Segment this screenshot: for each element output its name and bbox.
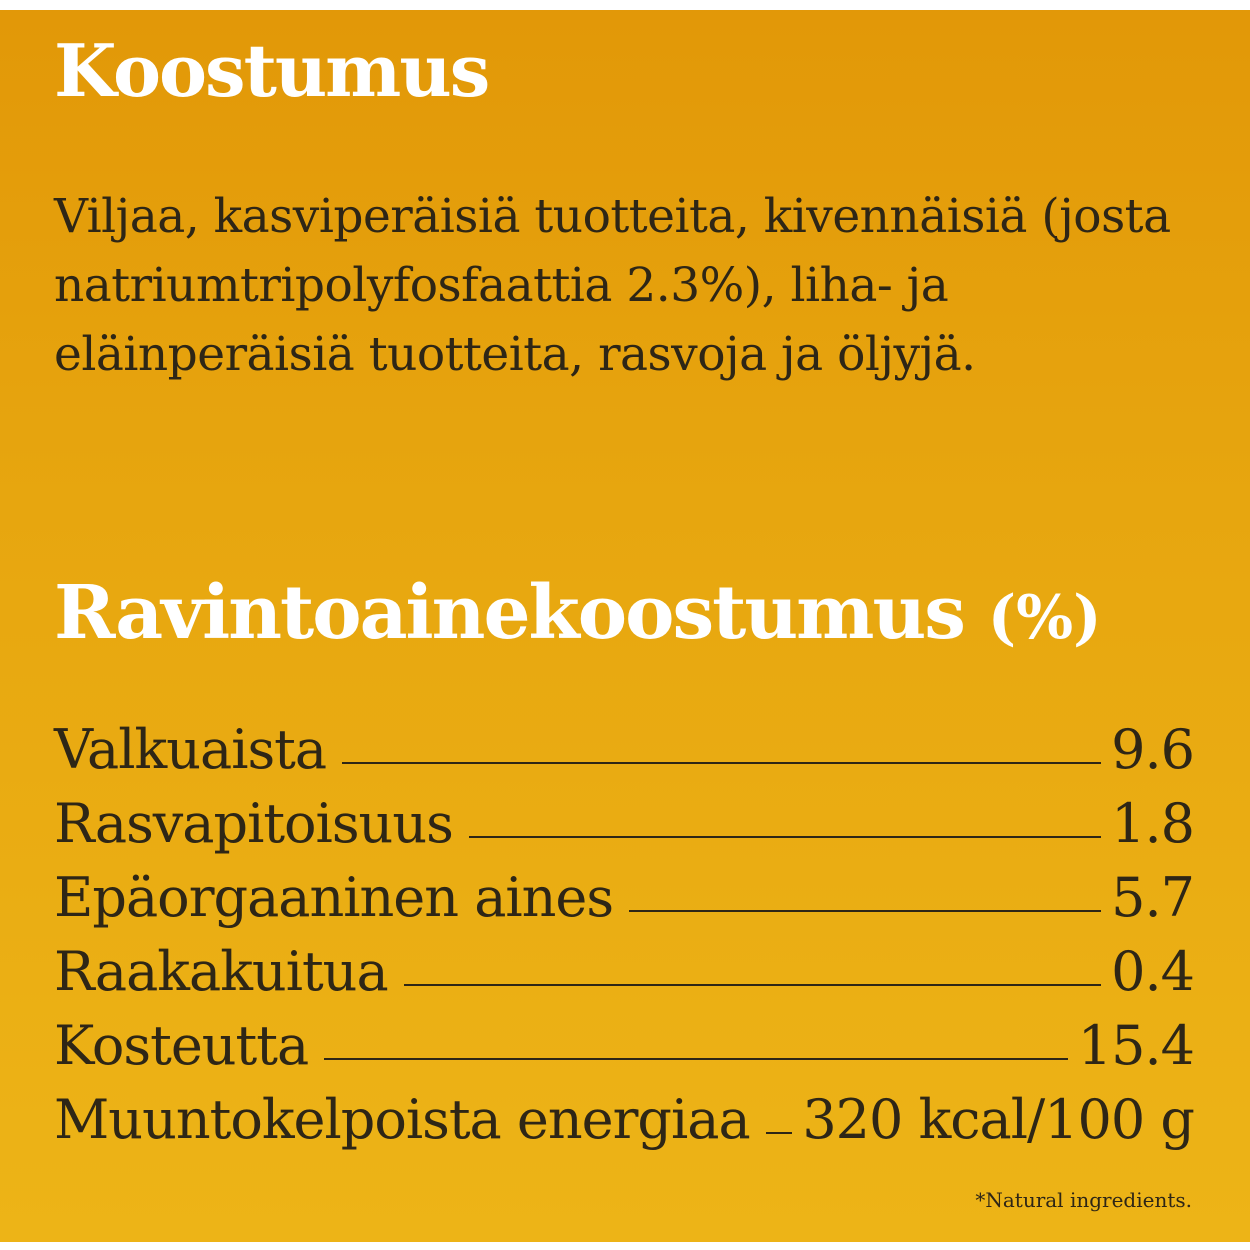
nutrient-row-moisture	[54, 1014, 1194, 1088]
nutrition-title	[54, 570, 1102, 656]
nutrition-unit: (%)	[987, 583, 1102, 653]
leader-line	[404, 982, 1101, 986]
nutrient-value: 0.4	[1111, 940, 1194, 1003]
leader-line	[342, 760, 1101, 764]
nutrient-list	[54, 718, 1194, 1162]
nutrient-row-energy	[54, 1088, 1194, 1162]
nutrient-row-ash	[54, 866, 1194, 940]
ingredients-text: Viljaa, kasviperäisiä tuotteita, kivennäisiä (josta natriumtripolyfosfaattia 2.3%), liha- ja eläinperäisiä tuotteita, rasvoja ja öljyjä.	[54, 189, 1171, 382]
nutrient-row-fat	[54, 792, 1194, 866]
leader-line	[766, 1130, 793, 1134]
leader-line	[324, 1056, 1068, 1060]
leader-line	[629, 908, 1101, 912]
nutrient-label: Epäorgaaninen aines	[54, 866, 614, 929]
nutrient-value: 1.8	[1111, 792, 1194, 855]
nutrient-label: Rasvapitoisuus	[54, 792, 453, 855]
nutrient-label: Raakakuitua	[54, 940, 388, 1003]
footnote: *Natural ingredients.	[975, 1188, 1192, 1212]
nutrient-value: 15.4	[1077, 1014, 1194, 1077]
nutrient-row-protein	[54, 718, 1194, 792]
nutrient-row-fibre	[54, 940, 1194, 1014]
nutrient-label: Muuntokelpoista energiaa	[54, 1088, 750, 1151]
nutrition-title-text: Ravintoainekoostumus	[54, 570, 964, 656]
nutrient-value: 9.6	[1111, 718, 1194, 781]
nutrient-value: 5.7	[1111, 866, 1194, 929]
nutrient-label: Kosteutta	[54, 1014, 309, 1077]
composition-panel	[0, 10, 1250, 1242]
nutrient-value: 320 kcal/100 g	[802, 1088, 1194, 1151]
composition-title: Koostumus	[54, 28, 489, 113]
nutrient-label: Valkuaista	[54, 718, 327, 781]
leader-line	[469, 834, 1101, 838]
